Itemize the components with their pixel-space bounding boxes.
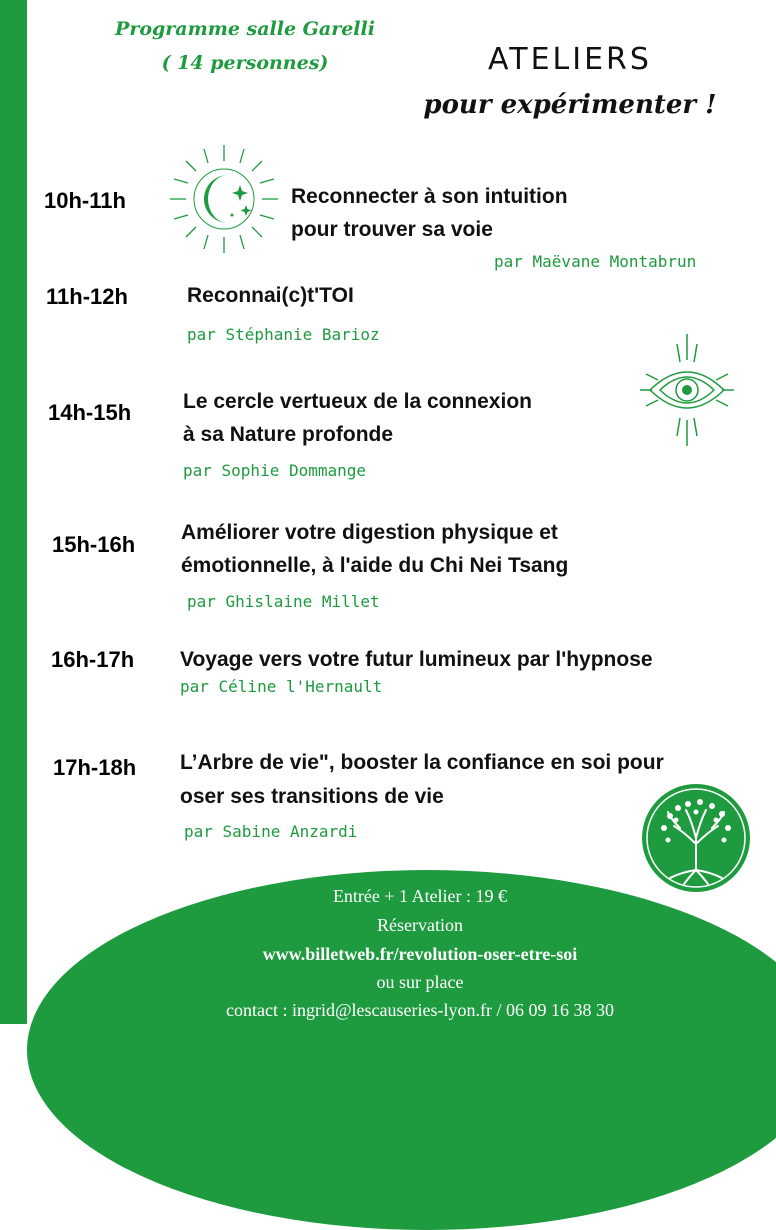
workshop-1-author: par Maëvane Montabrun xyxy=(494,252,697,271)
workshop-3-title-line-1: Le cercle vertueux de la connexion xyxy=(183,390,532,413)
tree-of-life-icon xyxy=(640,782,752,894)
workshop-4-time: 15h-16h xyxy=(52,532,136,557)
page-title: ATELIERS xyxy=(488,42,652,77)
workshop-6-title-line-2: oser ses transitions de vie xyxy=(180,785,444,808)
workshop-4-author: par Ghislaine Millet xyxy=(187,592,380,611)
workshop-1-time: 10h-11h xyxy=(44,188,126,213)
workshop-3-time: 14h-15h xyxy=(48,400,132,425)
workshop-1-title-line-2: pour trouver sa voie xyxy=(291,218,493,241)
workshop-5-author: par Céline l'Hernault xyxy=(180,677,383,696)
workshop-3-title-line-2: à sa Nature profonde xyxy=(183,423,394,446)
footer-booking-link[interactable]: www.billetweb.fr/revolution-oser-etre-soi xyxy=(262,944,578,964)
left-green-bar xyxy=(0,0,27,1024)
footer-price: Entrée + 1 Atelier : 19 € xyxy=(332,886,508,906)
workshop-2-time: 11h-12h xyxy=(46,284,128,309)
workshop-3-author: par Sophie Dommange xyxy=(183,461,367,480)
moon-stars-icon xyxy=(168,143,280,255)
footer-reservation: Réservation xyxy=(377,915,463,935)
workshop-4-title-line-1: Améliorer votre digestion physique et xyxy=(181,521,558,544)
workshop-4-title-line-2: émotionnelle, à l'aide du Chi Nei Tsang xyxy=(181,554,569,577)
page-subtitle: pour expérimenter ! xyxy=(423,90,717,120)
workshop-6-author: par Sabine Anzardi xyxy=(184,822,358,841)
footer-contact[interactable]: contact : ingrid@lescauseries-lyon.fr / 06 09 16 38 30 xyxy=(226,1000,614,1020)
radiant-eye-icon xyxy=(636,330,738,450)
footer-onsite: ou sur place xyxy=(376,972,464,992)
workshop-6-time: 17h-18h xyxy=(53,755,137,780)
programme-capacity: ( 14 personnes) xyxy=(161,52,329,74)
workshop-6-title-line-1: L’Arbre de vie", booster la confiance en soi pour xyxy=(180,751,664,774)
workshop-5-time: 16h-17h xyxy=(51,647,135,672)
workshop-2-title-line-1: Reconnai(c)t'TOI xyxy=(187,284,354,307)
workshop-2-author: par Stéphanie Barioz xyxy=(187,325,380,344)
programme-room: Programme salle Garelli xyxy=(115,18,375,40)
workshop-1-title-line-1: Reconnecter à son intuition xyxy=(291,185,568,208)
workshop-5-title-line-1: Voyage vers votre futur lumineux par l'hypnose xyxy=(180,648,653,671)
